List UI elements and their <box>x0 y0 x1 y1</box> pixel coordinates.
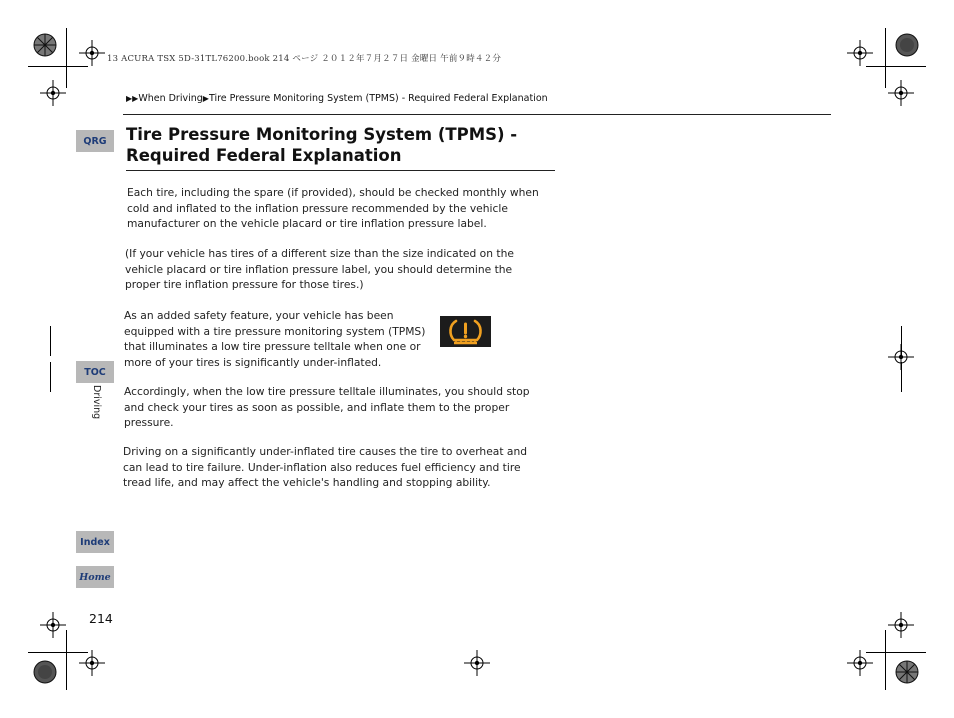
registration-mark-icon <box>79 40 105 66</box>
paragraph-safety-feature: As an added safety feature, your vehicle has been equipped with a tire pressure monitoring system (TPMS) that illuminates a low tire pressure telltale when one or more of your tires is significantly under-inflated. <box>124 309 426 369</box>
tpms-warning-icon <box>440 316 491 347</box>
crop-line <box>50 362 51 392</box>
breadcrumb-separator: ▶ <box>202 94 209 103</box>
home-tab[interactable]: Home <box>76 566 114 588</box>
crop-line <box>50 326 51 356</box>
header-rule <box>123 114 831 115</box>
registration-mark-icon <box>40 80 66 106</box>
title-rule <box>126 170 555 171</box>
breadcrumb <box>126 93 548 104</box>
registration-mark-icon <box>888 612 914 638</box>
qrg-tab[interactable]: QRG <box>76 130 114 152</box>
page-number: 214 <box>89 611 113 626</box>
crop-line <box>66 28 67 88</box>
index-tab[interactable]: Index <box>76 531 114 553</box>
crop-line <box>66 630 67 690</box>
paragraph-different-size: (If your vehicle has tires of a different size than the size indicated on the vehicle placard or tire inflation pressure label, you should determine the proper tire inflation pressure for those tires.) <box>125 247 514 292</box>
registration-mark-icon <box>888 344 914 370</box>
registration-mark-icon <box>888 80 914 106</box>
color-disc-icon <box>895 33 919 57</box>
registration-mark-icon <box>464 650 490 676</box>
starburst-disc-icon <box>33 33 57 57</box>
breadcrumb-arrows: ▶▶ <box>126 94 139 103</box>
registration-mark-icon <box>847 40 873 66</box>
toc-tab[interactable]: TOC <box>76 361 114 383</box>
breadcrumb-page: Tire Pressure Monitoring System (TPMS) - Required Federal Explanation <box>208 93 548 104</box>
page-title <box>126 124 566 166</box>
print-line: 13 ACURA TSX 5D-31TL76200.book 214 ページ ２０１２年７月２７日 金曜日 午前９時４２分 <box>107 54 502 64</box>
page-title-line1: Tire Pressure Monitoring System (TPMS) - <box>126 125 518 144</box>
crop-line <box>866 66 926 67</box>
registration-mark-icon <box>79 650 105 676</box>
paragraph-monthly-check: Each tire, including the spare (if provided), should be checked monthly when cold and inflated to the inflation pressure recommended by the vehicle manufacturer on the vehicle placard or tire inflation pressure label. <box>127 186 539 231</box>
crop-line <box>28 66 88 67</box>
color-disc-icon <box>33 660 57 684</box>
crop-line <box>885 28 886 88</box>
breadcrumb-section-link[interactable]: When Driving <box>138 93 203 104</box>
starburst-disc-icon <box>895 660 919 684</box>
registration-mark-icon <box>847 650 873 676</box>
paragraph-telltale-action: Accordingly, when the low tire pressure telltale illuminates, you should stop and check your tires as soon as possible, and inflate them to the proper pressure. <box>124 385 530 430</box>
section-side-label: Driving <box>91 385 102 420</box>
crop-line <box>866 652 926 653</box>
crop-line <box>885 630 886 690</box>
registration-mark-icon <box>40 612 66 638</box>
paragraph-under-inflation: Driving on a significantly under-inflated tire causes the tire to overheat and can lead to tire failure. Under-inflation also reduces fuel efficiency and tire tread life, and may affect the vehicle's handling and stopping ability. <box>123 445 528 490</box>
page-title-line2: Required Federal Explanation <box>126 146 402 165</box>
